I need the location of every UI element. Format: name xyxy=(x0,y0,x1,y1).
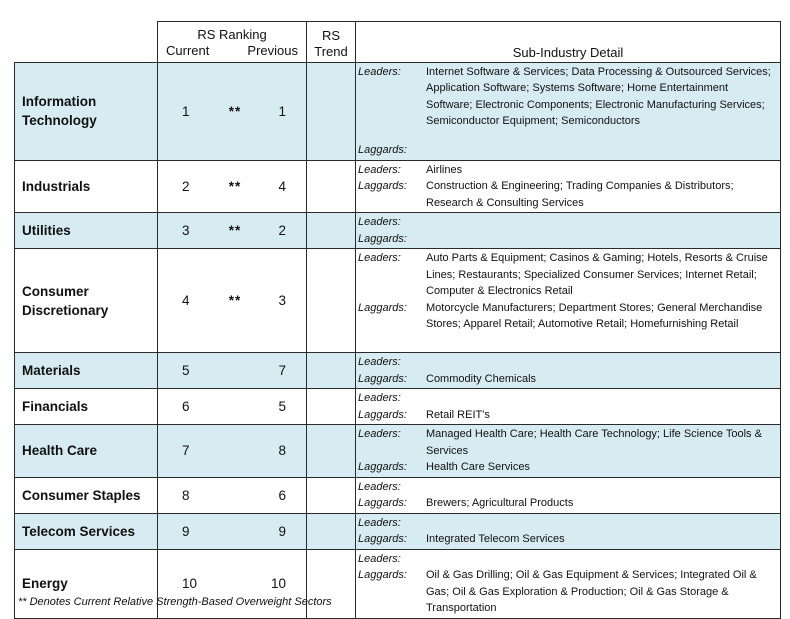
leaders-line xyxy=(358,64,776,130)
rank-cell xyxy=(158,249,307,353)
rank-cell xyxy=(158,477,307,513)
sector-name: Consumer Staples xyxy=(15,477,158,513)
previous-rank: 6 xyxy=(278,487,286,503)
sector-row xyxy=(15,389,781,425)
sub-industry-detail xyxy=(356,213,781,249)
current-rank: 2 xyxy=(182,178,190,194)
rank-cell xyxy=(158,389,307,425)
laggards-line xyxy=(358,495,776,512)
previous-rank: 1 xyxy=(278,103,286,119)
rs-trend-cell xyxy=(307,513,356,549)
rs-trend-cell xyxy=(307,62,356,160)
rs-trend-cell xyxy=(307,353,356,389)
sector-row xyxy=(15,477,781,513)
sector-name: Industrials xyxy=(15,160,158,213)
leaders-text: Internet Software & Services; Data Processing & Outsourced Services; Application Software; Systems Software; Home Entertainment Software; Electronic Components; Electronic Manufacturing Services; Semiconductor Equipment; Semiconductors xyxy=(426,65,771,127)
current-rank: 5 xyxy=(182,363,190,378)
leaders-line xyxy=(358,250,776,300)
current-rank: 4 xyxy=(182,293,190,308)
current-rank: 3 xyxy=(182,223,190,238)
previous-rank: 7 xyxy=(278,363,286,378)
previous-rank: 9 xyxy=(278,523,286,539)
leaders-text xyxy=(426,551,776,568)
laggards-line xyxy=(358,371,776,388)
rank-cell xyxy=(158,513,307,549)
previous-column-header: Previous xyxy=(247,42,298,58)
sector-name: Energy xyxy=(15,549,158,618)
sub-industry-detail xyxy=(356,249,781,353)
rs-ranking-header xyxy=(158,22,307,63)
leaders-label: Leaders: xyxy=(358,163,401,176)
laggards-label: Laggards: xyxy=(358,301,407,314)
sector-name: Telecom Services xyxy=(15,513,158,549)
leaders-label: Leaders: xyxy=(358,65,401,78)
leaders-line xyxy=(358,479,776,496)
leaders-label: Leaders: xyxy=(358,216,401,228)
leaders-label: Leaders: xyxy=(358,552,401,565)
overweight-marker: ** xyxy=(228,103,242,119)
footnote: ** Denotes Current Relative Strength-Based Overweight Sectors xyxy=(18,596,332,608)
leaders-line xyxy=(358,214,776,231)
rank-cell xyxy=(158,353,307,389)
current-rank: 8 xyxy=(182,487,190,503)
laggards-line xyxy=(358,567,776,617)
previous-rank: 8 xyxy=(278,443,286,459)
leaders-label: Leaders: xyxy=(358,480,401,493)
sub-industry-detail xyxy=(356,477,781,513)
laggards-label: Laggards: xyxy=(358,497,407,509)
sub-industry-detail xyxy=(356,353,781,389)
rank-cell xyxy=(158,62,307,160)
rank-cell xyxy=(158,213,307,249)
rs-trend-cell xyxy=(307,160,356,213)
header-blank-cell xyxy=(15,22,158,63)
laggards-text: Retail REIT's xyxy=(426,408,490,421)
laggards-text: Integrated Telecom Services xyxy=(426,533,565,545)
rs-trend-cell xyxy=(307,389,356,425)
sector-name: Consumer Discretionary xyxy=(15,249,158,353)
sub-industry-detail xyxy=(356,549,781,618)
previous-rank: 3 xyxy=(278,293,286,308)
laggards-label: Laggards: xyxy=(358,372,407,385)
laggards-text: Commodity Chemicals xyxy=(426,372,537,385)
laggards-line xyxy=(358,142,426,159)
previous-rank: 5 xyxy=(278,399,286,414)
laggards-text: Motorcycle Manufacturers; Department Stores; General Merchandise Stores; Apparel Retail; Automotive Retail; Homefurnishing Retail xyxy=(426,301,763,330)
leaders-text xyxy=(426,214,776,231)
sub-industry-detail xyxy=(356,160,781,213)
sector-ranking-table xyxy=(14,21,781,619)
laggards-label: Laggards: xyxy=(358,533,407,545)
current-rank: 10 xyxy=(182,576,198,591)
sector-row xyxy=(15,160,781,213)
laggards-line xyxy=(358,531,776,548)
sector-row xyxy=(15,62,781,160)
rs-trend-title: RS xyxy=(321,27,341,43)
leaders-label: Leaders: xyxy=(358,428,401,440)
laggards-label: Laggards: xyxy=(358,408,407,421)
laggards-label: Laggards: xyxy=(358,144,407,156)
laggards-line xyxy=(358,231,776,248)
rank-cell xyxy=(158,160,307,213)
sub-industry-detail xyxy=(356,389,781,425)
previous-rank: 4 xyxy=(278,178,286,194)
laggards-text: Oil & Gas Drilling; Oil & Gas Equipment & Services; Integrated Oil & Gas; Oil & Gas Exploration & Production; Oil & Gas Storage & Transportation xyxy=(426,569,757,614)
sector-row xyxy=(15,249,781,353)
previous-rank: 10 xyxy=(270,576,286,591)
leaders-text xyxy=(426,479,776,496)
laggards-label: Laggards: xyxy=(358,461,407,473)
current-rank: 9 xyxy=(182,523,190,539)
leaders-text: Auto Parts & Equipment; Casinos & Gaming; Hotels, Resorts & Cruise Lines; Restaurants; Specialized Consumer Services; Internet Retail; Computer & Electronics Retail xyxy=(426,252,768,297)
sector-name: Health Care xyxy=(15,425,158,478)
laggards-line xyxy=(358,407,776,424)
laggards-line xyxy=(358,178,776,211)
overweight-marker: ** xyxy=(228,293,242,308)
laggards-text xyxy=(426,231,776,248)
sector-row xyxy=(15,513,781,549)
leaders-label: Leaders: xyxy=(358,252,401,264)
rs-trend-header xyxy=(307,22,356,63)
leaders-line xyxy=(358,551,776,568)
sector-row xyxy=(15,425,781,478)
leaders-line xyxy=(358,390,776,407)
leaders-text: Airlines xyxy=(426,163,463,176)
sub-industry-detail xyxy=(356,513,781,549)
current-rank: 1 xyxy=(182,103,190,119)
laggards-label: Laggards: xyxy=(358,569,407,581)
leaders-text xyxy=(426,515,776,532)
sector-name: Information Technology xyxy=(15,62,158,160)
rs-trend-cell xyxy=(307,425,356,478)
leaders-label: Leaders: xyxy=(358,392,401,404)
laggards-text: Health Care Services xyxy=(426,461,530,473)
rs-trend-cell xyxy=(307,477,356,513)
previous-rank: 2 xyxy=(278,223,286,238)
rs-ranking-title: RS Ranking xyxy=(197,26,267,42)
header-row xyxy=(15,22,781,63)
leaders-text xyxy=(426,390,776,407)
laggards-line xyxy=(358,300,776,333)
leaders-line xyxy=(358,354,776,371)
current-column-header: Current xyxy=(166,42,210,58)
leaders-line xyxy=(358,515,776,532)
leaders-line xyxy=(358,426,776,459)
laggards-text: Brewers; Agricultural Products xyxy=(426,497,574,509)
rank-cell xyxy=(158,425,307,478)
rs-trend-cell xyxy=(307,213,356,249)
current-rank: 7 xyxy=(182,443,190,459)
rs-trend-cell xyxy=(307,249,356,353)
laggards-label: Laggards: xyxy=(358,232,407,245)
leaders-label: Leaders: xyxy=(358,356,401,368)
sector-name: Financials xyxy=(15,389,158,425)
sector-row xyxy=(15,213,781,249)
laggards-line xyxy=(358,459,776,476)
sector-name: Utilities xyxy=(15,213,158,249)
sector-name: Materials xyxy=(15,353,158,389)
sub-industry-detail-header: Sub-Industry Detail xyxy=(356,22,781,63)
overweight-marker: ** xyxy=(228,223,242,238)
current-rank: 6 xyxy=(182,399,190,414)
overweight-marker: ** xyxy=(228,178,242,194)
leaders-label: Leaders: xyxy=(358,516,401,529)
trend-title: Trend xyxy=(314,43,348,59)
laggards-label: Laggards: xyxy=(358,180,407,192)
sector-row xyxy=(15,353,781,389)
leaders-text: Managed Health Care; Health Care Technology; Life Science Tools & Services xyxy=(426,428,762,457)
sub-industry-detail xyxy=(356,425,781,478)
leaders-line xyxy=(358,162,776,179)
leaders-text xyxy=(426,354,776,371)
laggards-text: Construction & Engineering; Trading Companies & Distributors; Research & Consulting Services xyxy=(426,180,734,209)
sub-industry-detail xyxy=(356,62,781,160)
